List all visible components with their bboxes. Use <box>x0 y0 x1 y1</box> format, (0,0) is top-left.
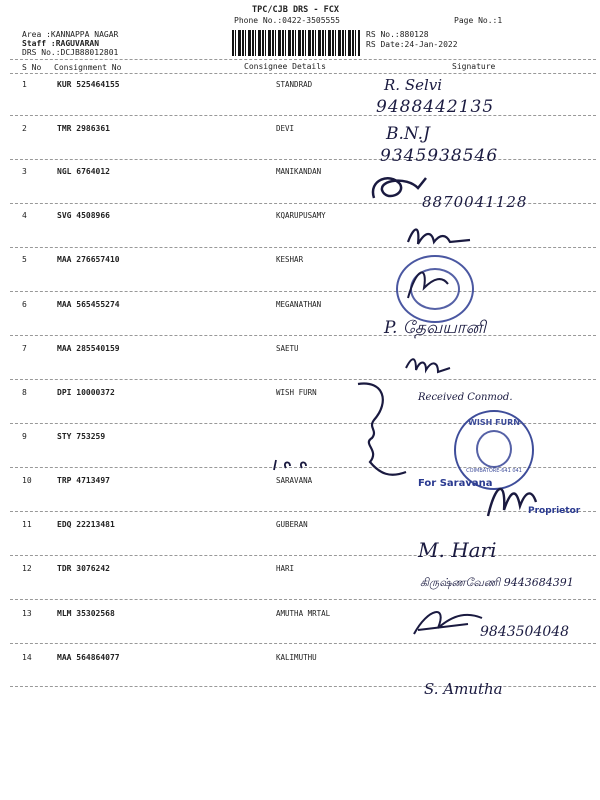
table-row <box>0 300 600 344</box>
row-sno: 5 <box>22 255 27 264</box>
table-row <box>0 80 600 124</box>
rs-date: RS Date:24-Jan-2022 <box>366 40 458 49</box>
row-consignment: MAA 565455274 <box>57 300 120 309</box>
row-consignee: SARAVANA <box>276 476 313 485</box>
row-consignment: NGL 6764012 <box>57 167 110 176</box>
page-number: Page No.:1 <box>454 16 503 25</box>
col-signature: Signature <box>452 62 496 71</box>
row-divider <box>10 379 596 380</box>
row-consignment: MAA 285540159 <box>57 344 120 353</box>
signature-6: P. தேவயானி <box>384 318 487 338</box>
table-row <box>0 255 600 299</box>
row-consignment: TRP 4713497 <box>57 476 110 485</box>
row-consignee: HARI <box>276 564 295 573</box>
row-consignee: WISH FURN <box>276 388 317 397</box>
row-divider <box>10 555 596 556</box>
report-title: TPC/CJB DRS - FCX <box>252 5 339 15</box>
signature-8-bracket <box>350 378 410 488</box>
row-consignee: GUBERAN <box>276 520 308 529</box>
wish-furn-stamp-top: WISH FURN <box>468 418 520 427</box>
row-divider <box>10 686 596 687</box>
row-consignment: TDR 3076242 <box>57 564 110 573</box>
row-sno: 13 <box>22 609 32 618</box>
row-divider <box>10 115 596 116</box>
signature-9-scribble <box>272 452 342 476</box>
row-consignee: MANIKANDAN <box>276 167 322 176</box>
row-consignment: MAA 276657410 <box>57 255 120 264</box>
area: Area :KANNAPPA NAGAR <box>22 30 119 39</box>
phone-number: Phone No.:0422-3505555 <box>234 16 340 25</box>
row-sno: 1 <box>22 80 27 89</box>
row-consignee: DEVI <box>276 124 295 133</box>
row-divider <box>10 643 596 644</box>
signature-8-note: Received Conmod. <box>418 392 513 403</box>
signature-13-phone: 9843504048 <box>480 624 570 640</box>
row-sno: 6 <box>22 300 27 309</box>
table-row <box>0 653 600 697</box>
signature-2: B.N.J <box>386 124 430 144</box>
signature-1: R. Selvi <box>384 76 443 94</box>
col-sno: S No <box>22 63 42 72</box>
signature-14: S. Amutha <box>424 680 503 698</box>
row-consignment: STY 753259 <box>57 432 106 441</box>
signature-3-phone: 8870041128 <box>422 193 528 211</box>
signature-4-scribble <box>404 220 474 254</box>
row-sno: 8 <box>22 388 27 397</box>
row-consignee: KESHAR <box>276 255 304 264</box>
row-consignee: AMUTHA MRTAL <box>276 609 331 618</box>
wish-furn-stamp-inner <box>476 430 512 468</box>
row-sno: 10 <box>22 476 32 485</box>
row-consignee: KQARUPUSAMY <box>276 211 326 220</box>
row-consignment: DPI 10000372 <box>57 388 115 397</box>
wish-furn-stamp-bottom: COIMBATORE-641 041 <box>466 468 522 474</box>
col-consignment: Consignment No <box>54 63 122 72</box>
signature-12-phone: கிருஷ்ணவேணி 9443684391 <box>420 576 574 589</box>
row-consignment: SVG 4508966 <box>57 211 110 220</box>
staff: Staff :RAGUVARAN <box>22 39 100 48</box>
table-row <box>0 520 600 564</box>
signature-5-scribble <box>398 258 458 308</box>
row-divider <box>10 159 596 160</box>
row-consignment: EDQ 22213481 <box>57 520 115 529</box>
header-divider-top <box>10 59 596 60</box>
drs-number: DRS No.:DCJB88012801 <box>22 48 119 57</box>
table-row <box>0 344 600 388</box>
row-consignment: TMR 2986361 <box>57 124 110 133</box>
row-sno: 14 <box>22 653 32 662</box>
col-consignee: Consignee Details <box>244 62 326 71</box>
row-sno: 11 <box>22 520 32 529</box>
signature-2-phone: 9345938546 <box>380 146 499 166</box>
saravana-stamp: For Saravana <box>418 478 493 489</box>
signature-12: M. Hari <box>418 538 497 562</box>
rs-number: RS No.:880128 <box>366 30 429 39</box>
row-consignee: MEGANATHAN <box>276 300 322 309</box>
row-consignment: MLM 35302568 <box>57 609 115 618</box>
row-sno: 7 <box>22 344 27 353</box>
signature-7-scribble <box>404 352 454 382</box>
row-consignment: MAA 564864077 <box>57 653 120 662</box>
row-divider <box>10 335 596 336</box>
row-consignment: KUR 525464155 <box>57 80 120 89</box>
signature-10-scribble <box>482 476 542 526</box>
barcode <box>232 30 360 56</box>
header-divider-bottom <box>10 73 596 74</box>
row-divider <box>10 247 596 248</box>
proprietor-label: Proprietor <box>528 506 581 516</box>
row-sno: 9 <box>22 432 27 441</box>
row-consignee: KALIMUTHU <box>276 653 317 662</box>
row-sno: 4 <box>22 211 27 220</box>
table-row <box>0 124 600 168</box>
row-sno: 3 <box>22 167 27 176</box>
row-sno: 2 <box>22 124 27 133</box>
signature-13-scribble <box>408 600 488 640</box>
table-row <box>0 211 600 255</box>
signature-1-phone: 9488442135 <box>376 97 495 117</box>
row-divider <box>10 599 596 600</box>
row-consignee: SAETU <box>276 344 299 353</box>
row-sno: 12 <box>22 564 32 573</box>
row-divider <box>10 291 596 292</box>
row-consignee: STANDRAD <box>276 80 313 89</box>
